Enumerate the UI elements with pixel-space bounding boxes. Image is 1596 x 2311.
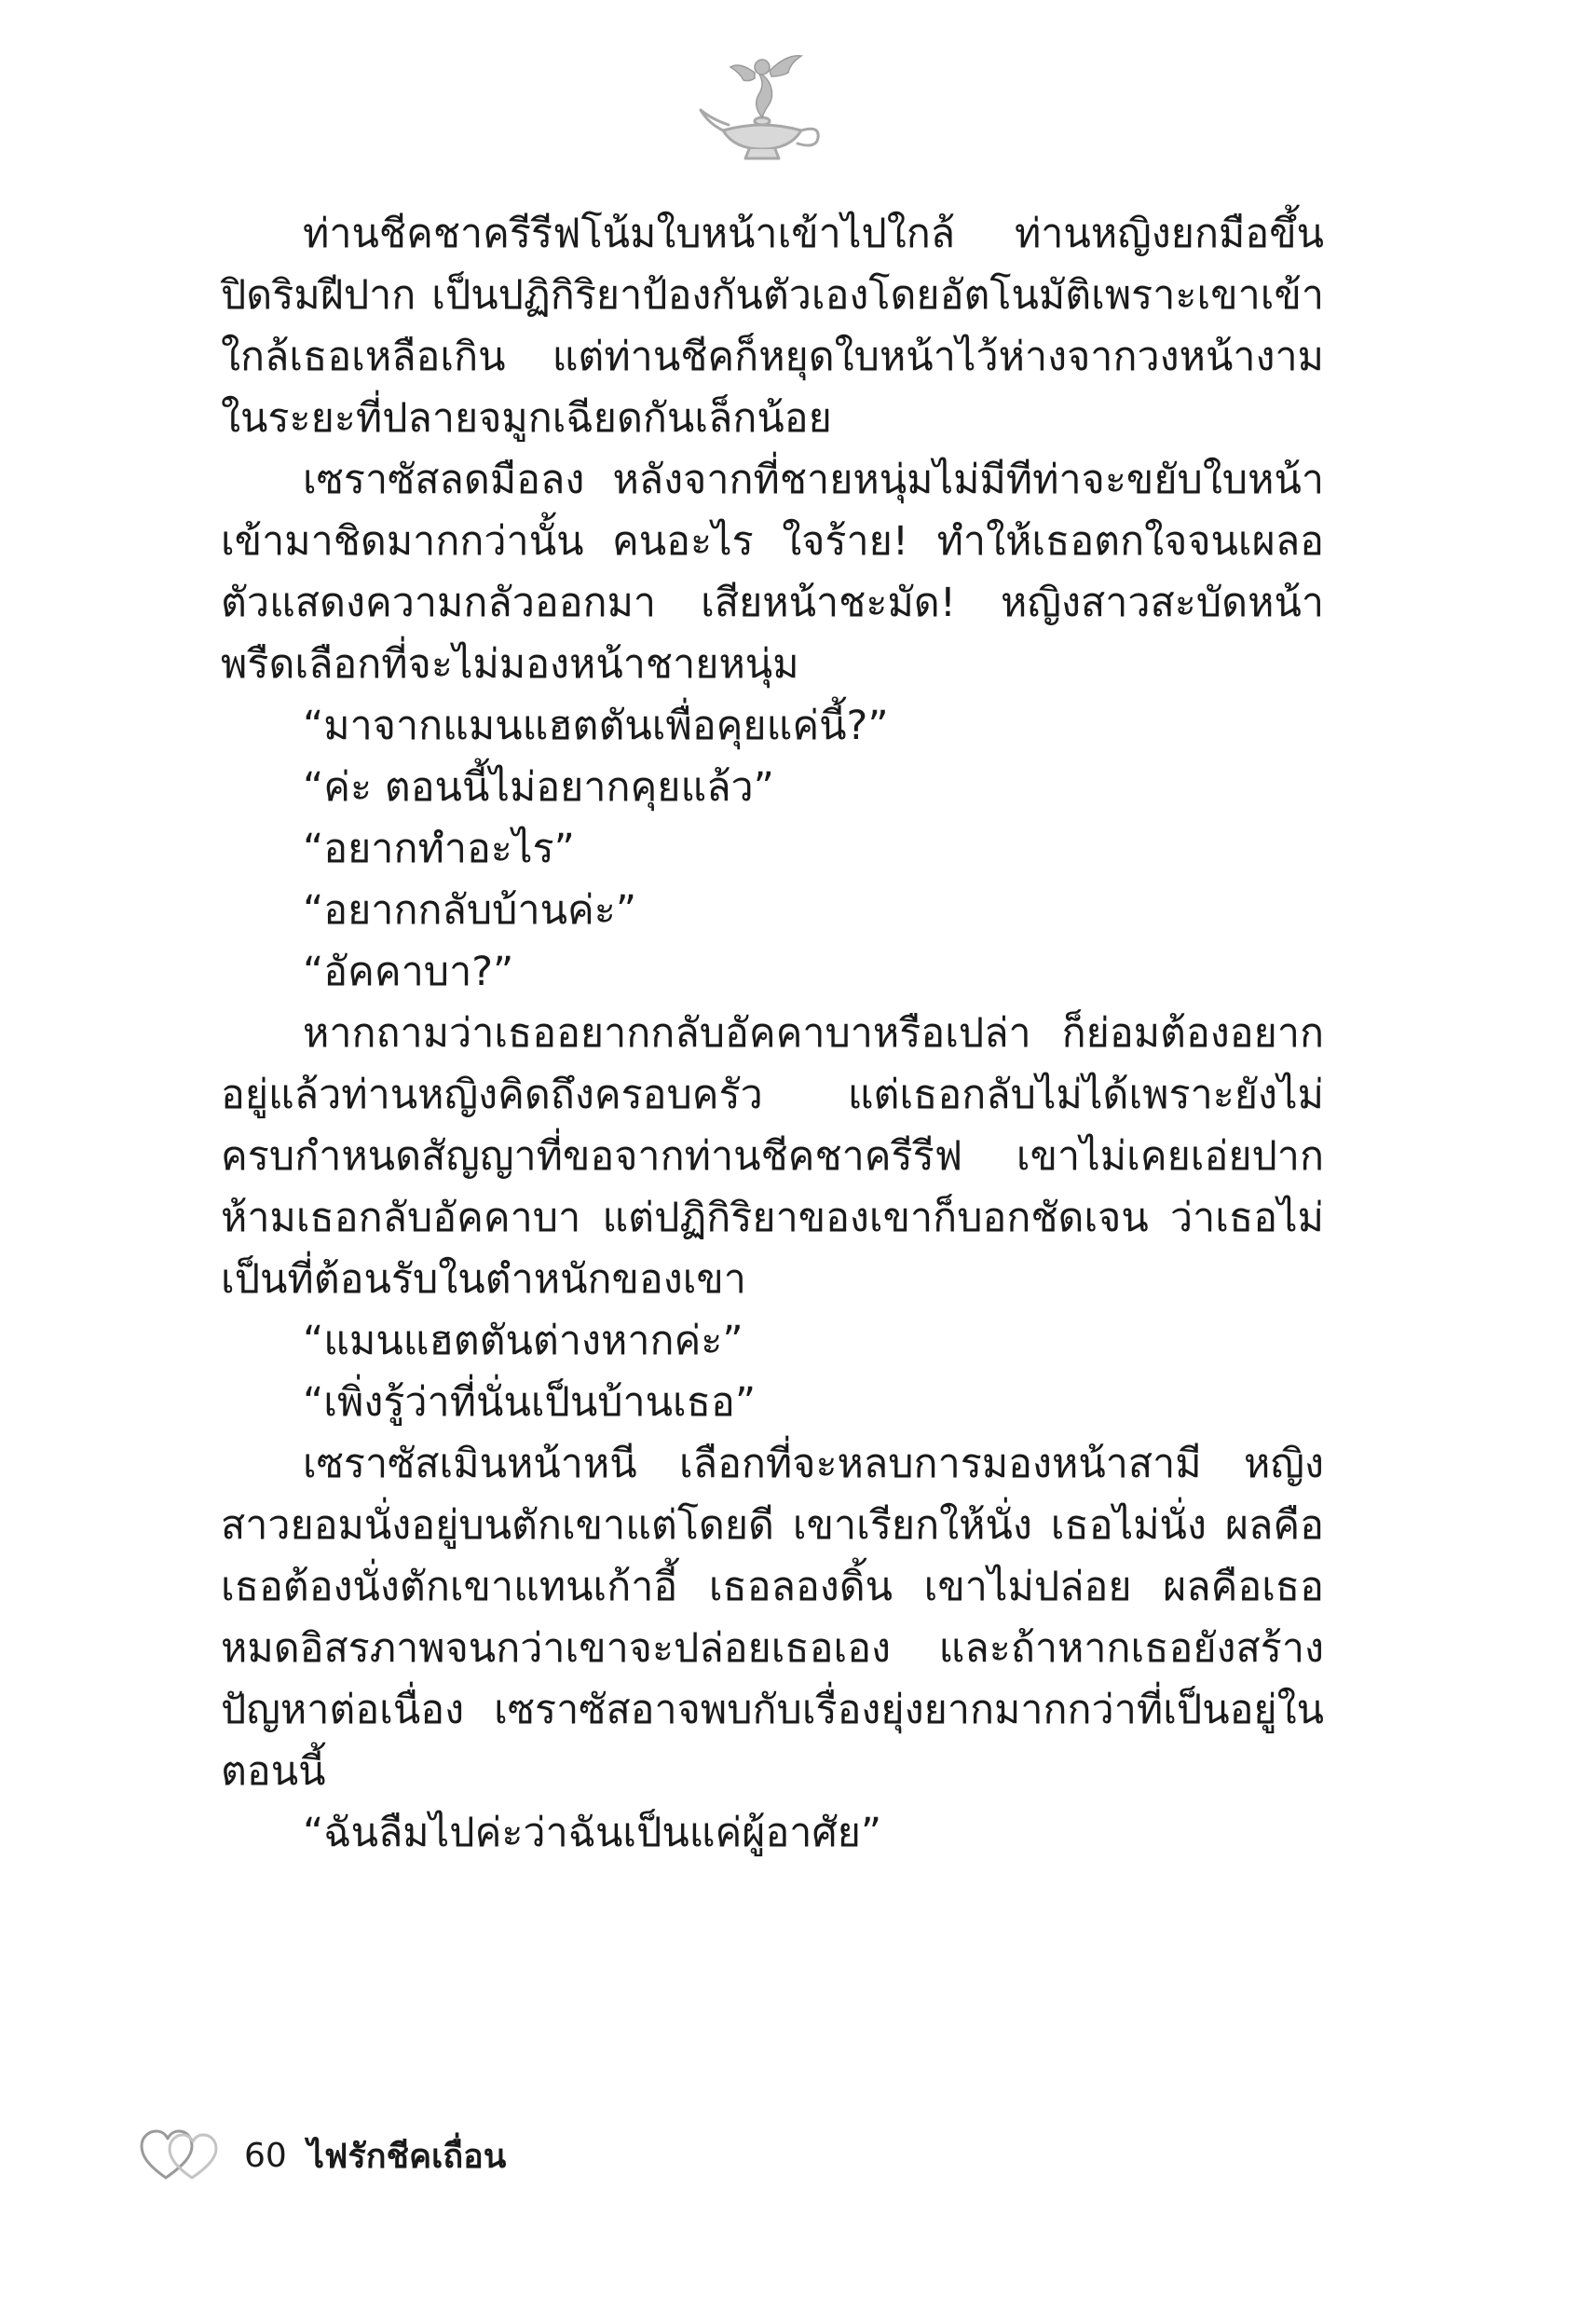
dialogue-line: “มาจากแมนแฮตตันเพื่อคุยแค่นี้?” [303,703,889,749]
text-body [221,203,1324,1864]
page-footer [138,2123,506,2188]
dialogue-line: “ฉันลืมไปค่ะว่าฉันเป็นแค่ผู้อาศัย” [303,1810,882,1856]
paragraph: ท่านชีคชาครีรีฟโน้มใบหน้าเข้าไปใกล้ ท่านหญิงยกมือขึ้นปิดริมฝีปาก เป็นปฏิกิริยาป้องกันตัวเองโดยอัตโนมัติเพราะเขาเข้าใกล้เธอเหลือเกิน แต่ท่านชีคก็หยุดใบหน้าไว้ห่างจากวงหน้างามในระยะที่ปลายจมูกเฉียดกันเล็กน้อย [221,211,1324,442]
dialogue-line: “แมนแฮตตันต่างหากค่ะ” [303,1318,743,1364]
dialogue-line: “อยากทำอะไร” [303,826,575,872]
book-title: ไฟรักชีคเถื่อน [307,2137,507,2176]
dialogue-line: “เพิ่งรู้ว่าที่นั่นเป็นบ้านเธอ” [303,1379,757,1426]
genie-lamp-icon [697,45,827,166]
paragraph: เซราซัสเมินหน้าหนี เลือกที่จะหลบการมองหน้าสามี หญิงสาวยอมนั่งอยู่บนตักเขาแต่โดยดี เขาเรียกให้นั่ง เธอไม่นั่ง ผลคือเธอต้องนั่งตักเขาแทนเก้าอี้ เธอลองดิ้น เขาไม่ปล่อย ผลคือเธอหมดอิสรภาพจนกว่าเขาจะปล่อยเธอเอง และถ้าหากเธอยังสร้างปัญหาต่อเนื่อง เซราซัสอาจพบกับเรื่องยุ่งยากมากกว่าที่เป็นอยู่ในตอนนี้ [221,1441,1324,1795]
dialogue-line: “ค่ะ ตอนนี้ไม่อยากคุยแล้ว” [303,764,774,811]
double-heart-outline-icon [138,2126,222,2185]
dialogue-line: “อัคคาบา?” [303,949,514,995]
dialogue-line: “อยากกลับบ้านค่ะ” [303,887,637,934]
page-number: 60 [244,2136,287,2175]
paragraph: หากถามว่าเธออยากกลับอัคคาบาหรือเปล่า ก็ย่อมต้องอยากอยู่แล้วท่านหญิงคิดถึงครอบครัว แต่เธอกลับไม่ได้เพราะยังไม่ครบกำหนดสัญญาที่ขอจากท่านชีคชาครีรีฟ เขาไม่เคยเอ่ยปากห้ามเธอกลับอัคคาบา แต่ปฏิกิริยาของเขาก็บอกชัดเจน ว่าเธอไม่เป็นที่ต้อนรับในตำหนักของเขา [221,1010,1324,1303]
paragraph: เซราซัสลดมือลง หลังจากที่ชายหนุ่มไม่มีทีท่าจะขยับใบหน้าเข้ามาชิดมากกว่านั้น คนอะไร ใจร้าย! ทำให้เธอตกใจจนเผลอตัวแสดงความกลัวออกมา เสียหน้าชะมัด! หญิงสาวสะบัดหน้าพรืดเลือกที่จะไม่มองหน้าชายหนุ่ม [221,457,1324,688]
